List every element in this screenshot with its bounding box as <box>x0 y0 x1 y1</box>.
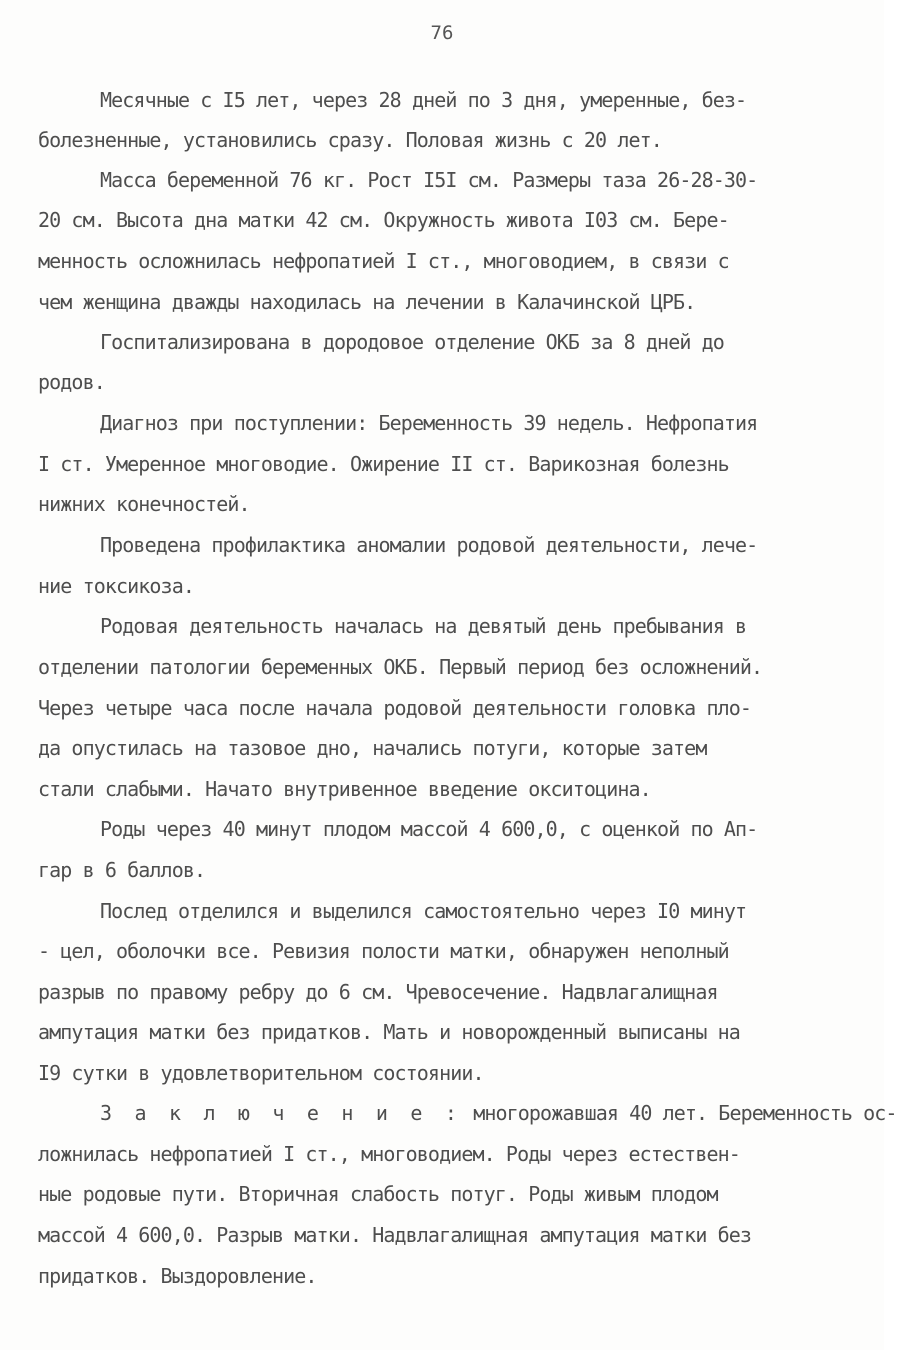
text-line: менность осложнилась нефропатией I ст., многоводием, в связи с <box>38 249 729 273</box>
text-line: отделении патологии беременных ОКБ. Первый период без осложнений. <box>38 655 763 679</box>
text-line: Послед отделился и выделился самостоятельно через I0 минут <box>100 899 747 923</box>
text-line: болезненные, установились сразу. Половая жизнь с 20 лет. <box>38 128 662 152</box>
text-line: Роды через 40 минут плодом массой 4 600,0, с оценкой по Ап- <box>100 817 758 841</box>
text-line: Проведена профилактика аномалии родовой деятельности, лече- <box>100 533 758 557</box>
text-line: да опустилась на тазовое дно, начались потуги, которые затем <box>38 736 707 760</box>
conclusion-label: З а к л ю ч е н и е : <box>100 1101 463 1125</box>
text-line: Госпитализирована в дородовое отделение ОКБ за 8 дней до <box>100 330 724 354</box>
text-line: ампутация матки без придатков. Мать и новорожденный выписаны на <box>38 1020 740 1044</box>
text-line: стали слабыми. Начато внутривенное введение окситоцина. <box>38 777 651 801</box>
conclusion-text: многорожавшая 40 лет. Беременность <box>462 1101 864 1125</box>
text-line: Диагноз при поступлении: Беременность 39 недель. Нефропатия <box>100 411 758 435</box>
text-line: разрыв по правому ребру до 6 см. Чревосечение. Надвлагалищная <box>38 980 718 1004</box>
text-line: придатков. Выздоровление. <box>38 1264 317 1288</box>
text-line: Родовая деятельность началась на девятый день пребывания в <box>100 614 747 638</box>
text-line: нижних конечностей. <box>38 492 250 516</box>
text-line: родов. <box>38 370 105 394</box>
text-line: I9 сутки в удовлетворительном состоянии. <box>38 1061 484 1085</box>
text-line: ос- <box>863 1101 897 1125</box>
page-number: 76 <box>430 22 454 44</box>
text-line: Через четыре часа после начала родовой деятельности головка пло- <box>38 696 752 720</box>
text-line: чем женщина дважды находилась на лечении в Калачинской ЦРБ. <box>38 290 696 314</box>
text-line: Масса беременной 76 кг. Рост I5I см. Размеры таза 26-28-30- <box>100 168 758 192</box>
conclusion-line <box>100 1099 897 1127</box>
text-line: I ст. Умеренное многоводие. Ожирение II ст. Варикозная болезнь <box>38 452 729 476</box>
text-line: ние токсикоза. <box>38 574 194 598</box>
text-line: ные родовые пути. Вторичная слабость потуг. Роды живым плодом <box>38 1182 718 1206</box>
text-line: ложнилась нефропатией I ст., многоводием. Роды через естествен- <box>38 1142 740 1166</box>
text-line: гар в 6 баллов. <box>38 858 206 882</box>
text-line: - цел, оболочки все. Ревизия полости матки, обнаружен неполный <box>38 939 729 963</box>
text-line: Месячные с I5 лет, через 28 дней по 3 дня, умеренные, без- <box>100 88 747 112</box>
text-line: массой 4 600,0. Разрыв матки. Надвлагалищная ампутация матки без <box>38 1223 752 1247</box>
text-line: 20 см. Высота дна матки 42 см. Окружность живота I03 см. Бере- <box>38 208 729 232</box>
